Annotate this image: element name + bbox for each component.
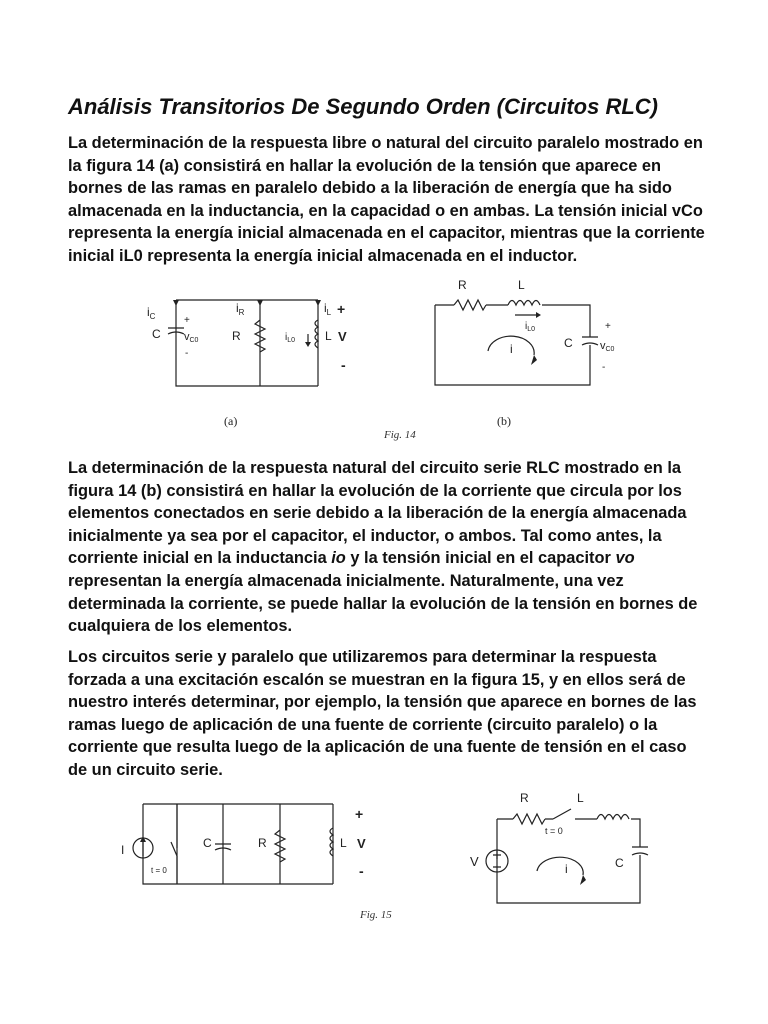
ic-label: $i_C$ xyxy=(147,305,156,321)
minus-sign: - xyxy=(185,348,189,359)
resistor-r-label: R xyxy=(232,329,241,343)
resistor-r-label: R xyxy=(458,278,467,292)
svg-text:Fig. 15: Fig. 15 xyxy=(360,909,392,921)
il0-label: $i_{L0}$ xyxy=(285,332,296,344)
inductor-l-label: L xyxy=(325,329,332,343)
fig14a-parallel-circuit xyxy=(140,290,380,430)
minus-sign: - xyxy=(602,362,606,373)
italic-vo: vo xyxy=(615,549,635,568)
fig14b-label: (b) xyxy=(497,414,511,428)
svg-text:Fig. 14: Fig. 14 xyxy=(384,429,416,441)
plus-sign: + xyxy=(355,806,364,822)
voltage-v-label: V xyxy=(357,836,366,851)
plus-sign: + xyxy=(184,315,190,326)
il-label: $i_L$ xyxy=(324,301,332,317)
switch-t0-label: t = 0 xyxy=(545,826,563,836)
ir-label: $i_R$ xyxy=(236,301,245,317)
fig15a-parallel-circuit xyxy=(115,800,385,900)
inductor-l-label: L xyxy=(518,278,525,292)
capacitor-c-label: C xyxy=(564,336,573,350)
capacitor-c-label: C xyxy=(615,856,624,870)
fig14-caption xyxy=(380,426,440,442)
fig14a-label: (a) xyxy=(224,414,238,428)
voltage-source-v-label: V xyxy=(470,854,479,869)
page-title: Análisis Transitorios De Segundo Orden (Circuitos RLC) xyxy=(68,94,659,119)
switch-t0-label: t = 0 xyxy=(151,866,167,875)
capacitor-c-label: C xyxy=(203,836,212,850)
vc0-label: vC0 xyxy=(600,340,615,353)
voltage-v-label: V xyxy=(338,329,347,344)
fig14b-series-circuit xyxy=(430,275,650,430)
italic-io: io xyxy=(331,549,346,568)
resistor-r-label: R xyxy=(258,836,267,850)
resistor-r-label: R xyxy=(520,791,529,805)
loop-current-i-label: i xyxy=(565,862,568,876)
fig15-caption xyxy=(356,906,416,922)
current-source-i-label: I xyxy=(121,843,125,857)
plus-sign: + xyxy=(337,301,346,317)
paragraph-series-response: La determinación de la respuesta natural del circuito serie RLC mostrado en la figura 14 (b) consistirá en hallar la evolución de la corriente que circula por los elementos conectados en serie debido a la liberación de la energía almacenada inicialmente ya sea por el capacitor, el inductor, o ambos. Tal como antes, la corriente inicial en la inductancia io y la tensión inicial en el capacitor vo representan la energía almacenada inicialmente. Naturalmente, una vez determinada la corriente, se puede hallar la evolución de la tensión en bornes de cualquiera de los elementos. xyxy=(68,459,698,636)
fig15b-series-circuit xyxy=(465,785,665,910)
inductor-l-label: L xyxy=(340,836,347,850)
minus-sign: - xyxy=(341,357,346,373)
vc0-label: vC0 xyxy=(184,331,199,344)
plus-sign: + xyxy=(605,321,611,332)
il0-label: $i_{L0}$ xyxy=(525,321,536,333)
paragraph-parallel-response: La determinación de la respuesta libre o natural del circuito paralelo mostrado en la figura 14 (a) consistirá en hallar la evolución de la tensión que aparece en bornes de las ramas en paralelo debido a la liberación de energía que ha sido almacenada en la inductancia, en la capacidad o en ambas. La tensión inicial vCo representa la energía inicial almacenada en el capacitor, mientras que la corriente inicial iL0 representa la energía inicial almacenada en el inductor. xyxy=(68,134,705,265)
capacitor-c-label: C xyxy=(152,327,161,341)
inductor-l-label: L xyxy=(577,791,584,805)
minus-sign: - xyxy=(359,863,364,879)
loop-current-i-label: i xyxy=(510,342,513,356)
paragraph-forced-response: Los circuitos serie y paralelo que utilizaremos para determinar la respuesta forzada a una excitación escalón se muestran en la figura 15, y en ellos será de nuestro interés determinar, por ejemplo, la tensión que aparece en bornes de las ramas luego de aplicación de una fuente de corriente (circuito paralelo) o la corriente que resulta luego de la aplicación de una fuente de tensión en el caso de un circuito serie. xyxy=(68,648,697,779)
